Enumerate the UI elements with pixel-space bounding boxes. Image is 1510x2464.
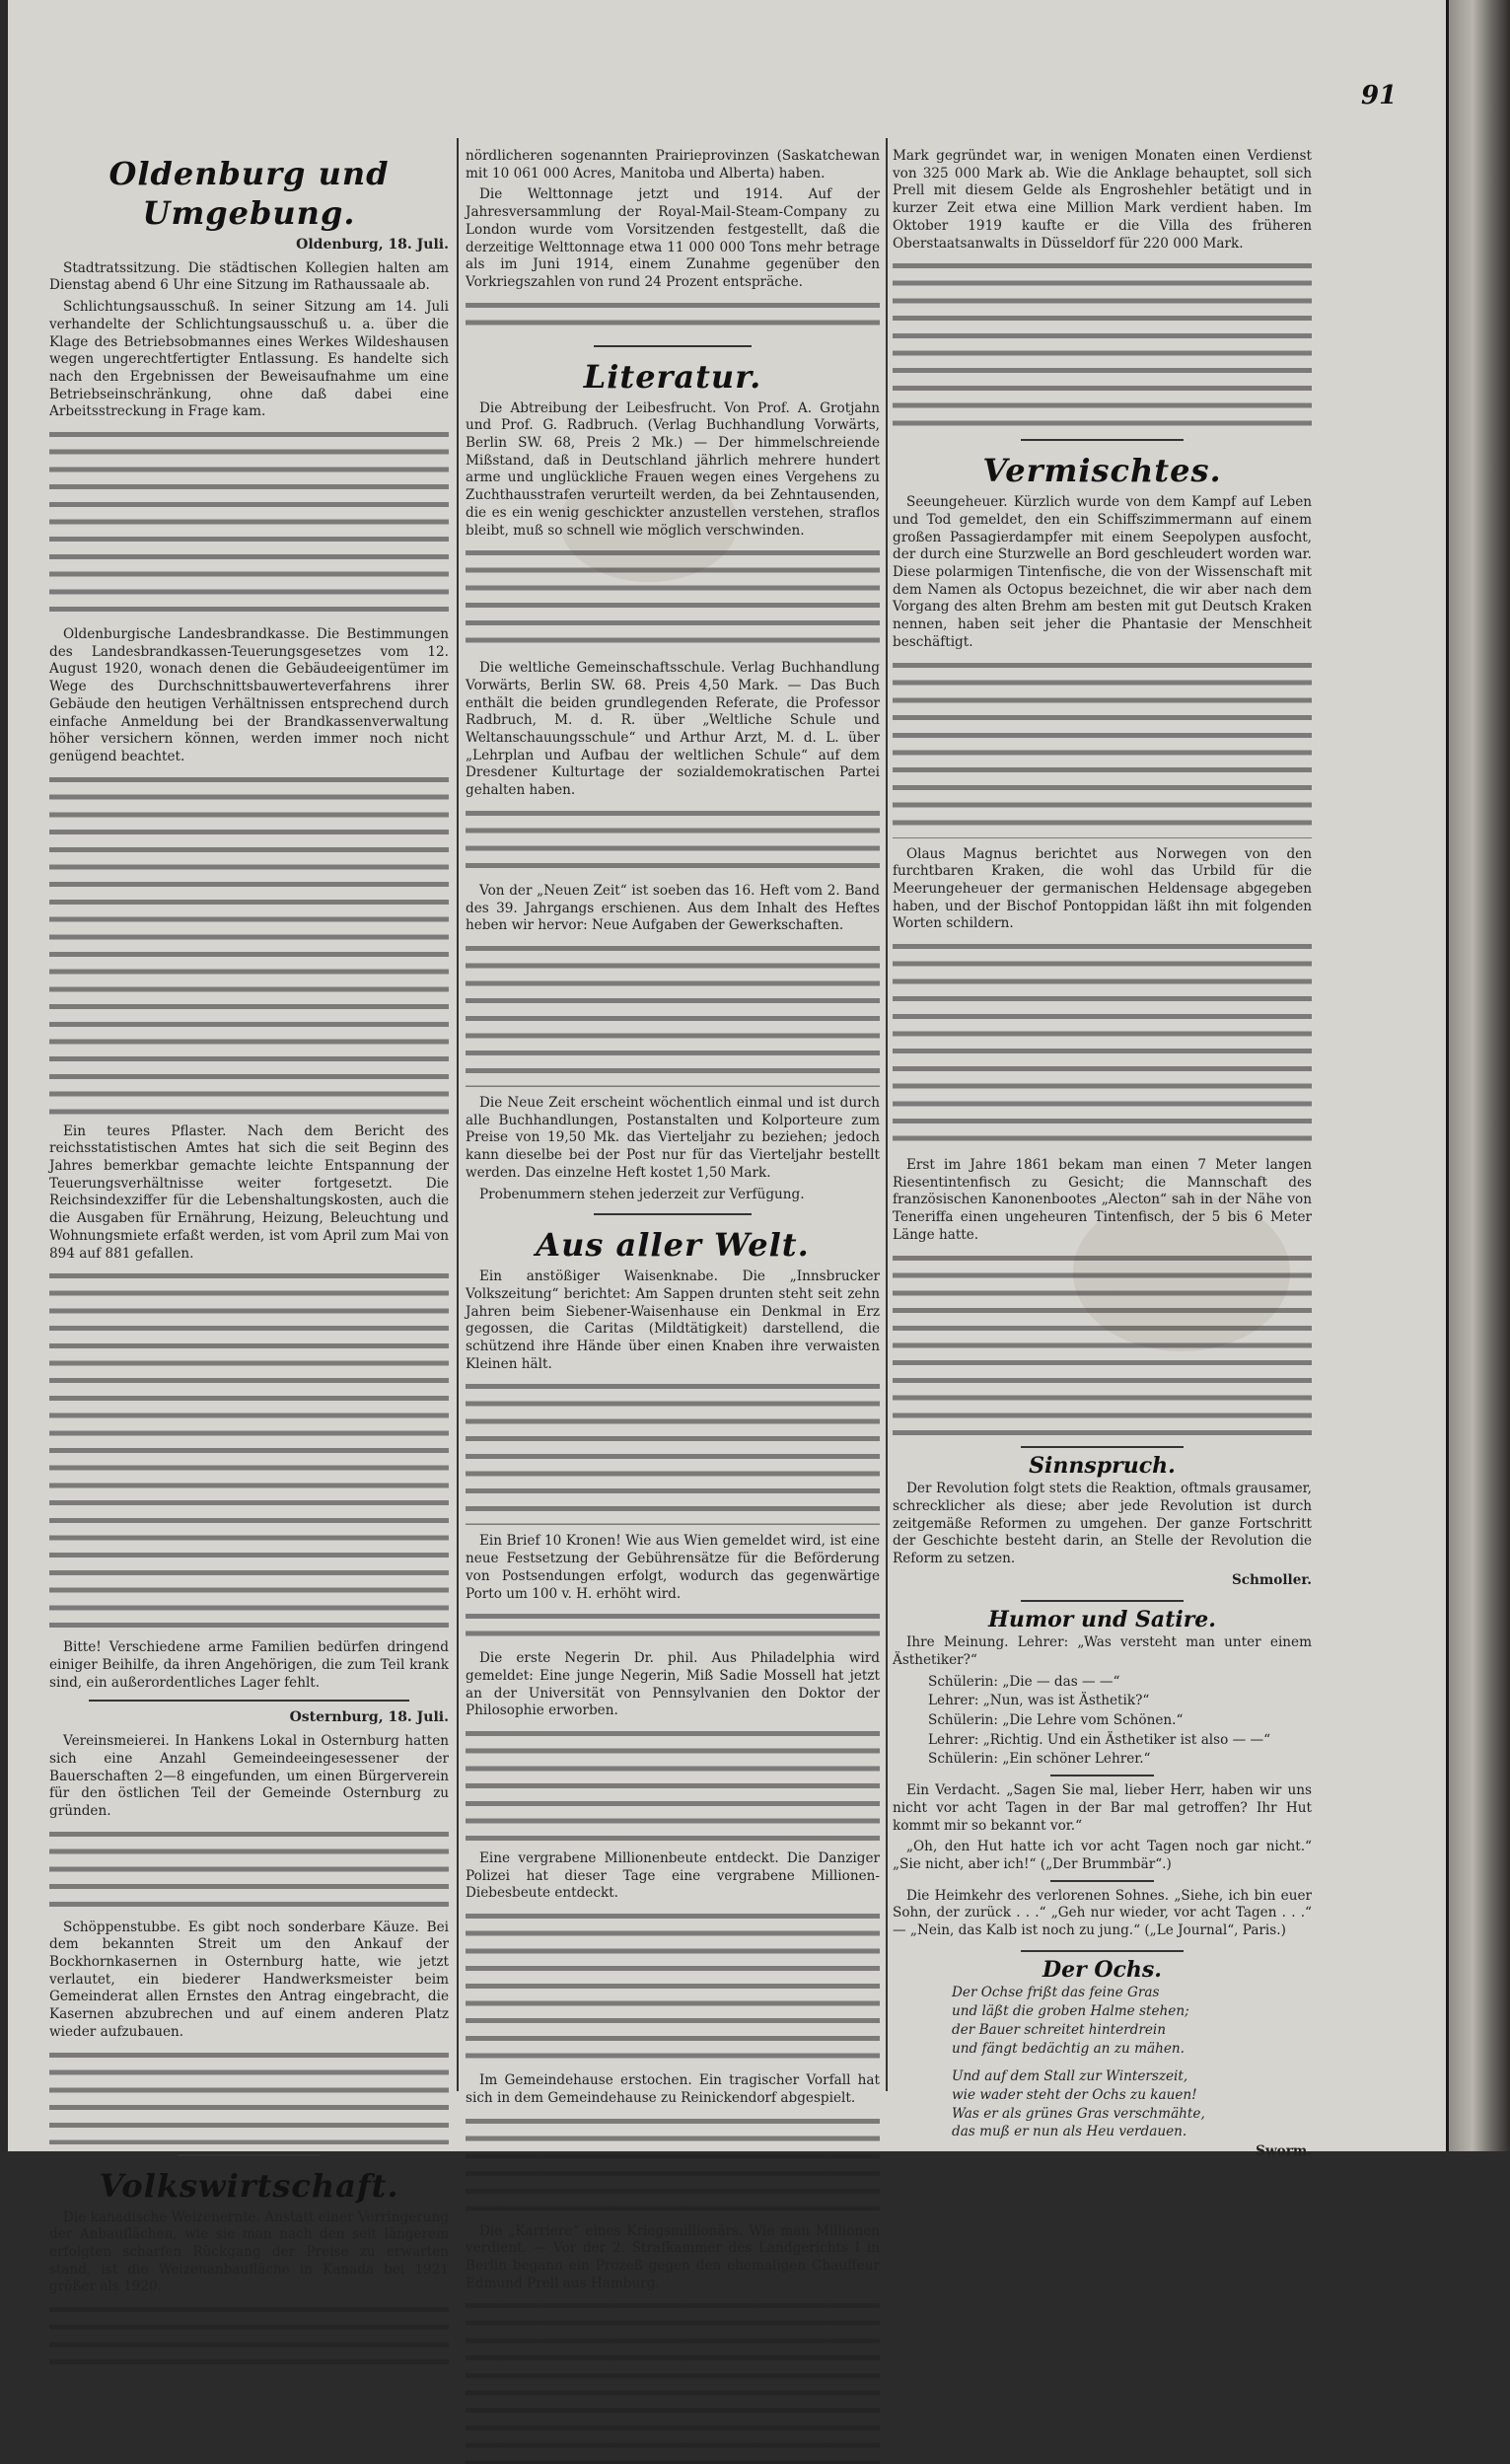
article-text-block [893,937,1312,1149]
section-title-oldenburg: Oldenburg und Umgebung. [108,155,390,232]
article-paragraph: Der Revolution folgt stets die Reaktion, oftmals grausamer, schrecklicher als diese; aber jede Revolution ist durch zeitgemäße Reformen zu umgehen. Der ganze Fortschritt der Geschichte besteht darin, an Stelle der Revolution die Reform zu setzen. [893,1481,1312,1567]
article-paragraph: Im Gemeindehause erstochen. Ein tragischer Vorfall hat sich in dem Gemeindehause zu Reinickendorf abgespielt. [466,2072,880,2106]
section-title-sinnspruch: Sinnspruch. [1029,1452,1176,1479]
article-text-block [893,256,1312,429]
divider [1021,1950,1184,1952]
dialog-line: Schülerin: „Die — das — —“ [928,1673,1120,1690]
divider [594,345,752,347]
article-paragraph: Schlichtungsausschuß. In seiner Sitzung am 14. Juli verhandelte der Schlichtungsausschuß u. a. über die Klage des Betriebsobmannes eines Werkes Wildeshausen wegen ungerechtfertigter Entlassung. Es handelte sich nach den Ergebnissen der Beweisaufnahme um eine Betriebseinschränkung, ohne daß dabei eine Arbeitsstreckung in Frage kam. [49,299,449,420]
article-paragraph: Oldenburgische Landesbrandkasse. Die Bestimmungen des Landesbrandkassen-Teuerungsgesetzes vom 12. August 1920, wonach denen die Gebäudeeigentümer im Wege des Durchschnittsbauwerteverfahrens ihrer Gebäude den heutigen Verhältnissen entsprechend durch einfache Anmeldung bei der Brandkassenverwaltung höher versichern können, werden immer noch nicht genügend beachtet. [49,626,449,764]
divider [89,1700,409,1702]
article-paragraph: Die weltliche Gemeinschaftsschule. Verlag Buchhandlung Vorwärts, Berlin SW. 68. Preis 4,50 Mark. — Das Buch enthält die beiden grundlegenden Referate, die Professor Radbruch, M. d. R. über „Weltliche Schule und Weltanschauungsschule“ und Arthur Arzt, M. d. L. über „Lehrplan und Aufbau der weltlichen Schule“ auf dem Dresdener Kulturtage der sozialdemokratischen Partei gehalten haben. [466,660,880,799]
article-text-block [466,804,880,875]
poem-line: Der Ochse frißt das feine Gras [952,1985,1160,2001]
divider [1021,439,1184,441]
poem-line: und fängt bedächtig an zu mähen. [952,2040,1185,2057]
divider [1021,1446,1184,1448]
article-text-block [49,770,449,1116]
dialog-line: Schülerin: „Ein schöner Lehrer.“ [928,1751,1151,1768]
article-text-block [466,939,880,1087]
article-text-block [466,1377,880,1525]
article-text-block [466,2112,880,2215]
article-paragraph: Erst im Jahre 1861 bekam man einen 7 Meter langen Riesentintenfisch zu Gesicht; die Mannschaft des französischen Kanonenbootes „Alecton“ sah in der Nähe von Teneriffa einen ungeheuren Tintenfisch, der 5 bis 6 Meter Länge hatte. [893,1157,1312,1243]
column-rule [457,138,459,2091]
article-text-block [49,2046,449,2144]
section-title-literatur: Literatur. [583,357,762,396]
section-title-humor: Humor und Satire. [988,1606,1216,1632]
article-paragraph: Probenummern stehen jederzeit zur Verfügung. [479,1186,805,1202]
article-text-block [466,544,880,652]
section-title-vermischtes: Vermischtes. [982,452,1222,490]
poem-line: und läßt die groben Halme stehen; [952,2003,1189,2020]
signature: Schmoller. [1231,1571,1312,1588]
section-title-volkswirtschaft: Volkswirtschaft. [99,2166,399,2205]
article-paragraph: Die Welttonnage jetzt und 1914. Auf der Jahresversammlung der Royal-Mail-Steam-Company zu London wurde vom Vorsitzenden festgestellt, daß die derzeitige Welttonnage etwa 11 000 000 Tons mehr betrage als im Juni 1914, einem Zunahme gegenüber den Vorkriegszahlen von rund 24 Prozent entspräche. [466,186,880,290]
column-3 [893,148,1312,2160]
poem-line: der Bauer schreitet hinterdrein [952,2021,1167,2038]
binding-edge [1446,0,1449,2151]
dialog-line: Schülerin: „Die Lehre vom Schönen.“ [928,1712,1184,1729]
article-text-block [49,1267,449,1631]
article-text-block [466,1724,880,1843]
article-paragraph: Die kanadische Weizenernte. Anstatt einer Verringerung der Anbauflächen, wie sie man nach den seit längerem erfolgten scharfen Rückgang der Preise zu erwarten stand, ist die Weizenanbaufläche in Kanada bei 1921 größer als 1920. [49,2209,449,2295]
article-paragraph: Schöppenstubbe. Es gibt noch sonderbare Käuze. Bei dem bekannten Streit um den Ankauf der Bockhornkasernen in Osternburg hatte, wie jetzt verlautet, ein biederer Handwerksmeister beim Gemeinderat allen Ernstes den Antrag eingebracht, die Kasernen abzubrechen und auf einem anderen Platz wieder aufzubauen. [49,1919,449,2040]
column-2 [466,148,880,2291]
book-binding [1448,0,1510,2151]
article-text-block [49,425,449,618]
poem-line: das muß er nun als Heu verdauen. [952,2124,1187,2140]
dialog-line: Lehrer: „Richtig. Und ein Ästhetiker ist also — —“ [928,1731,1271,1748]
divider [1021,1600,1184,1602]
article-paragraph: Ein Verdacht. „Sagen Sie mal, lieber Herr, haben wir uns nicht vor acht Tagen in der Bar mal getroffen? Ihr Hut kommt mir so bekannt vor.“ [893,1782,1312,1834]
article-text-block [466,1907,880,2065]
divider [1050,1775,1154,1776]
section-title-der-ochs: Der Ochs. [1043,1956,1162,1983]
article-paragraph: Eine vergrabene Millionenbeute entdeckt. Die Danziger Polizei hat dieser Tage eine vergrabene Millionen-Diebesbeute entdeckt. [466,1850,880,1902]
divider [1050,1880,1154,1882]
article-text-block [893,656,1312,838]
section-title-aus-aller-welt: Aus aller Welt. [536,1226,810,1265]
article-paragraph: Stadtratssitzung. Die städtischen Kollegien halten am Dienstag abend 6 Uhr eine Sitzung im Rathaussaale ab. [49,259,449,294]
article-paragraph: nördlicheren sogenannten Prairieprovinzen (Saskatchewan mit 10 061 000 Acres, Manitoba und Alberta) haben. [466,148,880,181]
article-paragraph: Die Abtreibung der Leibesfrucht. Von Prof. A. Grotjahn und Prof. G. Radbruch. (Verlag Buchhandlung Vorwärts, Berlin SW. 68, Preis 2 Mk.) — Der himmelschreiende Mißstand, daß in Deutschland jährlich mehrere hundert arme und unglückliche Frauen wegen eines Vergehens zu Zuchthausstrafen verurteilt werden, da bei Zehntausenden, die es ein wenig geschickter anzustellen verstehen, straflos bleibt, muß so schnell wie möglich verschwinden. [466,399,880,539]
page-number: 91 [1361,81,1398,110]
column-rule [886,138,888,2091]
article-paragraph: Ein anstößiger Waisenknabe. Die „Innsbrucker Volkszeitung“ berichtet: Am Sappen drunten steht seit zehn Jahren beim Siebener-Waisenhause ein Denkmal in Erz gegossen, die Caritas (Mildtätigkeit) darstellend, die schützend ihre Hände über einen Knaben ihre verwaisten Kleinen hält. [466,1268,880,1372]
article-text-block [893,1249,1312,1436]
dialog-line: Lehrer: „Nun, was ist Ästhetik?“ [928,1693,1150,1709]
article-paragraph: Olaus Magnus berichtet aus Norwegen von den furchtbaren Kraken, die wohl das Urbild für die Meerungeheuer der germanischen Heldensage abgegeben haben, und der Bischof Pontoppidan läßt ihn mit folgenden Worten schildern. [893,845,1312,932]
article-paragraph: Die Neue Zeit erscheint wöchentlich einmal und ist durch alle Buchhandlungen, Postanstalten und Kolporteure zum Preise von 19,50 Mk. das Vierteljahr zu beziehen; jedoch kann dieselbe bei der Post nur für das Vierteljahr bestellt werden. Das einzelne Heft kostet 1,50 Mark. [466,1094,880,1181]
dateline: Oldenburg, 18. Juli. [296,237,449,253]
article-text-block [466,296,880,335]
article-text-block [466,1607,880,1642]
divider [178,2154,321,2156]
article-paragraph: Ihre Meinung. Lehrer: „Was versteht man unter einem Ästhetiker?“ [893,1634,1312,1668]
article-text-block [466,2296,880,2464]
poem-line: wie wader steht der Ochs zu kauen! [952,2086,1197,2103]
article-paragraph: Die Heimkehr des verlorenen Sohnes. „Siehe, ich bin euer Sohn, der zurück . . .“ „Geh nur wieder, vor acht Tagen . . .“ — „Nein, das Kalb ist noch zu jung.“ („Le Journal“, Paris.) [893,1887,1312,1939]
article-paragraph: Ein Brief 10 Kronen! Wie aus Wien gemeldet wird, ist eine neue Festsetzung der Gebührensätze für die Beförderung von Postsendungen erfolgt, wodurch das gegenwärtige Porto um 100 v. H. erhöht wird. [466,1533,880,1602]
column-1 [49,148,449,2295]
article-paragraph: Die erste Negerin Dr. phil. Aus Philadelphia wird gemeldet: Eine junge Negerin, Miß Sadie Mossell hat jetzt an der Universität von Pennsylvanien den Doktor der Philosophie erworben. [466,1650,880,1719]
poem-line: Was er als grünes Gras verschmähte, [952,2105,1205,2122]
article-paragraph: Mark gegründet war, in wenigen Monaten einen Verdienst von 325 000 Mark ab. Wie die Anklage behauptet, soll sich Prell mit diesem Gelde als Engroshehler betätigt und in kurzer Zeit etwa eine Million Mark verdient haben. Im Oktober 1919 kaufte er die Villa des früheren Oberstaatsanwalts in Düsseldorf für 220 000 Mark. [893,148,1312,252]
article-paragraph: Von der „Neuen Zeit“ ist soeben das 16. Heft vom 2. Band des 39. Jahrgangs erschienen. Aus dem Inhalt des Heftes heben wir hervor: Neue Aufgaben der Gewerkschaften. [466,882,880,934]
article-text-block [49,2300,449,2369]
signature: Sworm. [1256,2143,1312,2160]
article-paragraph: Vereinsmeierei. In Hankens Lokal in Osternburg hatten sich eine Anzahl Gemeindeeingesessener der Bauerschaften 2—8 eingefunden, um einen Bürgerverein für den östlichen Teil der Gemeinde Osternburg zu gründen. [49,1733,449,1819]
article-text-block [49,1825,449,1912]
article-paragraph: Ein teures Pflaster. Nach dem Bericht des reichsstatistischen Amtes hat sich die seit Beginn des Jahres bemerkbar gemachte leichte Entspannung der Teuerungsverhältnisse weiter fortgesetzt. Die Reichsindexziffer für die Lebenshaltungskosten, auch die die Ausgaben für Ernährung, Heizung, Beleuchtung und Wohnungsmiete erfaßt werden, ist vom April zum Mai von 894 auf 881 gefallen. [49,1123,449,1262]
article-paragraph: Bitte! Verschiedene arme Familien bedürfen dringend einiger Beihilfe, da ihren Angehörigen, die zum Teil krank sind, ein außerordentliches Lager fehlt. [49,1639,449,1691]
article-paragraph: Seeungeheuer. Kürzlich wurde von dem Kampf auf Leben und Tod gemeldet, den ein Schiffszimmermann auf einem großen Passagierdampfer mit einem Seepolypen ausfocht, der durch eine Sturzwelle an Bord geschleudert worden war. Diese polarmigen Tintenfische, die von der Wissenschaft mit dem Namen als Octopus bezeichnet, die wir aber nach dem Vorgang des alten Brehm am besten mit gut Deutsch Kraken nennen, haben seit jeher die Phantasie der Menschheit beschäftigt. [893,494,1312,650]
dateline: Osternburg, 18. Juli. [289,1709,449,1726]
article-paragraph: „Oh, den Hut hatte ich vor acht Tagen noch gar nicht.“ „Sie nicht, aber ich!“ („Der Brummbär“.) [893,1839,1312,1872]
divider [594,1213,752,1215]
poem-line: Und auf dem Stall zur Winterszeit, [952,2068,1188,2085]
article-paragraph: Die „Karriere“ eines Kriegsmillionärs. Wie man Millionen verdient. — Vor der 2. Strafkammer des Landgerichts I in Berlin begann ein Prozeß gegen den ehemaligen Chauffeur Edmund Prell aus Hamburg. [466,2222,880,2291]
